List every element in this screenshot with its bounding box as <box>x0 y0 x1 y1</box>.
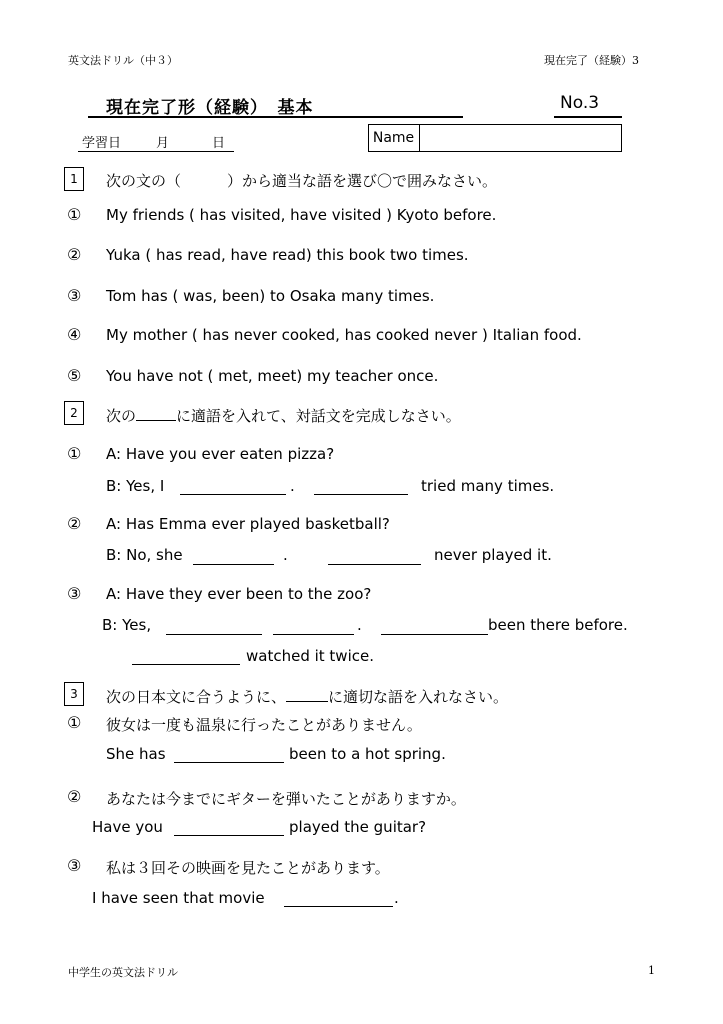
item-marker: ③ <box>67 286 82 305</box>
answer-blank[interactable] <box>132 664 240 665</box>
dialogue-b-dot: . <box>290 477 295 495</box>
answer-blank[interactable] <box>193 564 274 565</box>
number-underline <box>554 116 622 118</box>
dialogue-a: A: Have they ever been to the zoo? <box>106 585 372 603</box>
dialogue-b-start: B: Yes, <box>102 616 152 634</box>
page-title: 現在完了形（経験） 基本 <box>106 98 314 118</box>
item-marker: ② <box>67 514 82 533</box>
question-text: My mother ( has never cooked, has cooked never ) Italian food. <box>106 326 582 344</box>
answer-blank[interactable] <box>166 634 262 635</box>
answer-blank[interactable] <box>174 835 284 836</box>
item-marker: ③ <box>67 856 82 875</box>
answer-blank[interactable] <box>328 564 421 565</box>
section-3-instruction <box>106 686 508 707</box>
japanese-sentence: 私は３回その映画を見たことがあります。 <box>106 859 390 877</box>
item-marker: ① <box>67 713 82 732</box>
instruction-part-1: 次の日本文に合うように、 <box>106 688 287 706</box>
english-start: I have seen that movie <box>92 889 265 907</box>
question-text: My friends ( has visited, have visited ) Kyoto before. <box>106 206 497 224</box>
answer-blank[interactable] <box>180 494 286 495</box>
question-text: You have not ( met, meet) my teacher once. <box>106 367 439 385</box>
japanese-sentence: あなたは今までにギターを弾いたことがありますか。 <box>106 790 466 808</box>
date-label: 学習日 <box>82 136 122 151</box>
japanese-sentence: 彼女は一度も温泉に行ったことがありません。 <box>106 716 422 734</box>
instruction-part-1: 次の <box>106 407 137 425</box>
dialogue-b-end: never played it. <box>434 546 552 564</box>
section-1-number: 1 <box>64 167 84 191</box>
instruction-part-2: ）から適当な語を選び〇で囲みなさい。 <box>227 172 498 190</box>
footer-title: 中学生の英文法ドリル <box>68 966 178 979</box>
section-3-number: 3 <box>64 682 84 706</box>
name-label: Name <box>368 124 420 152</box>
header-left: 英文法ドリル（中３） <box>68 54 178 67</box>
blank-sample <box>136 408 176 421</box>
answer-blank[interactable] <box>314 494 408 495</box>
answer-blank[interactable] <box>381 634 488 635</box>
date-underline <box>78 151 234 152</box>
answer-blank[interactable] <box>273 634 354 635</box>
dialogue-b-dot: . <box>357 616 362 634</box>
dialogue-b-start: B: Yes, I <box>106 477 165 495</box>
section-1-instruction <box>106 170 497 191</box>
item-marker: ② <box>67 245 82 264</box>
english-start: She has <box>106 745 166 763</box>
item-marker: ⑤ <box>67 366 82 385</box>
english-start: Have you <box>92 818 163 836</box>
item-marker: ② <box>67 787 82 806</box>
dialogue-b-start: B: No, she <box>106 546 183 564</box>
dialogue-c-end: watched it twice. <box>246 647 374 665</box>
item-marker: ① <box>67 205 82 224</box>
dialogue-b-end: been there before. <box>488 616 628 634</box>
dialogue-a: A: Have you ever eaten pizza? <box>106 445 335 463</box>
question-text: Yuka ( has read, have read) this book two times. <box>106 246 469 264</box>
instruction-part-2: に適語を入れて、対話文を完成しなさい。 <box>176 407 461 425</box>
dialogue-a: A: Has Emma ever played basketball? <box>106 515 390 533</box>
instruction-part-2: に適切な語を入れなさい。 <box>328 688 509 706</box>
sheet-number: No.3 <box>560 93 600 113</box>
answer-blank[interactable] <box>284 906 393 907</box>
header-right: 現在完了（経験）3 <box>544 54 639 67</box>
blank-sample <box>286 689 328 702</box>
english-end: played the guitar? <box>289 818 427 836</box>
answer-blank[interactable] <box>174 762 284 763</box>
dialogue-b-dot: . <box>283 546 288 564</box>
item-marker: ③ <box>67 584 82 603</box>
section-2-instruction <box>106 405 461 426</box>
title-underline <box>88 116 463 118</box>
section-2-number: 2 <box>64 401 84 425</box>
item-marker: ④ <box>67 325 82 344</box>
english-end: . <box>394 889 399 907</box>
day-label: 日 <box>212 136 226 151</box>
month-label: 月 <box>156 136 170 151</box>
item-marker: ① <box>67 444 82 463</box>
english-end: been to a hot spring. <box>289 745 446 763</box>
dialogue-b-end: tried many times. <box>421 477 555 495</box>
page-number: 1 <box>648 964 655 977</box>
question-text: Tom has ( was, been) to Osaka many times. <box>106 287 435 305</box>
instruction-part-1: 次の文の（ <box>106 172 182 190</box>
